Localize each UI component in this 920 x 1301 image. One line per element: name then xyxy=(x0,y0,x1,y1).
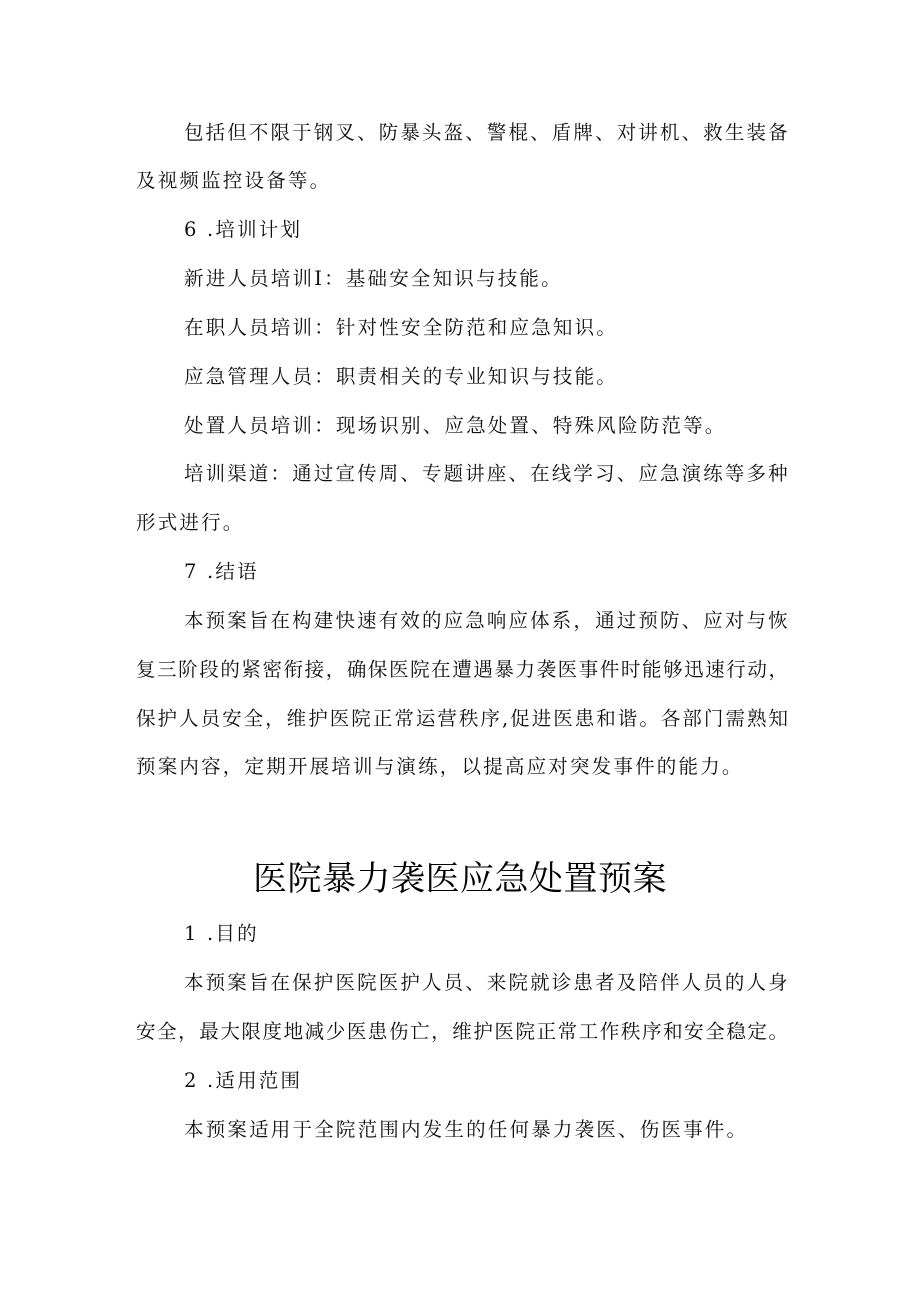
section-2-heading: 2 .适用范围 xyxy=(184,1069,303,1092)
training-handlers: 处置人员培训：现场识别、应急处置、特殊风险防范等。 xyxy=(184,414,727,437)
training-channels-line-1: 培训渠道：通过宣传周、专题讲座、在线学习、应急演练等多种 xyxy=(184,462,790,485)
purpose-line-2: 安全，最大限度地减少医患伤亡，维护医院正常工作秩序和安全稳定。 xyxy=(136,1020,788,1043)
conclusion-line-1: 本预案旨在构建快速有效的应急响应体系，通过预防、应对与恢 xyxy=(184,609,790,632)
conclusion-line-2: 复三阶段的紧密衔接，确保医院在遭遇暴力袭医事件时能够迅速行动， xyxy=(136,658,788,681)
training-current-staff: 在职人员培训：针对性安全防范和应急知识。 xyxy=(184,316,619,339)
equipment-line-2: 及视频监控设备等。 xyxy=(136,169,332,192)
scope-text: 本预案适用于全院范围内发生的任何暴力袭医、伤医事件。 xyxy=(184,1118,749,1141)
training-new-staff: 新进人员培训I：基础安全知识与技能。 xyxy=(184,267,563,290)
section-1-heading: 1 .目的 xyxy=(184,922,259,945)
section-6-heading: 6 .培训计划 xyxy=(184,218,303,241)
training-emergency-managers: 应急管理人员：职责相关的专业知识与技能。 xyxy=(184,365,619,388)
purpose-line-1: 本预案旨在保护医院医护人员、来院就诊患者及陪伴人员的人身 xyxy=(184,971,790,994)
conclusion-line-4: 预案内容，定期开展培训与演练，以提高应对突发事件的能力。 xyxy=(136,755,744,778)
document-title: 医院暴力袭医应急处置预案 xyxy=(253,859,667,899)
section-7-heading: 7 .结语 xyxy=(184,560,259,583)
equipment-line-1: 包括但不限于钢叉、防暴头盔、警棍、盾牌、对讲机、救生装备 xyxy=(184,121,790,144)
training-channels-line-2: 形式进行。 xyxy=(136,511,245,534)
conclusion-line-3: 保护人员安全，维护医院正常运营秩序,促进医患和谐。各部门需熟知 xyxy=(136,707,788,730)
